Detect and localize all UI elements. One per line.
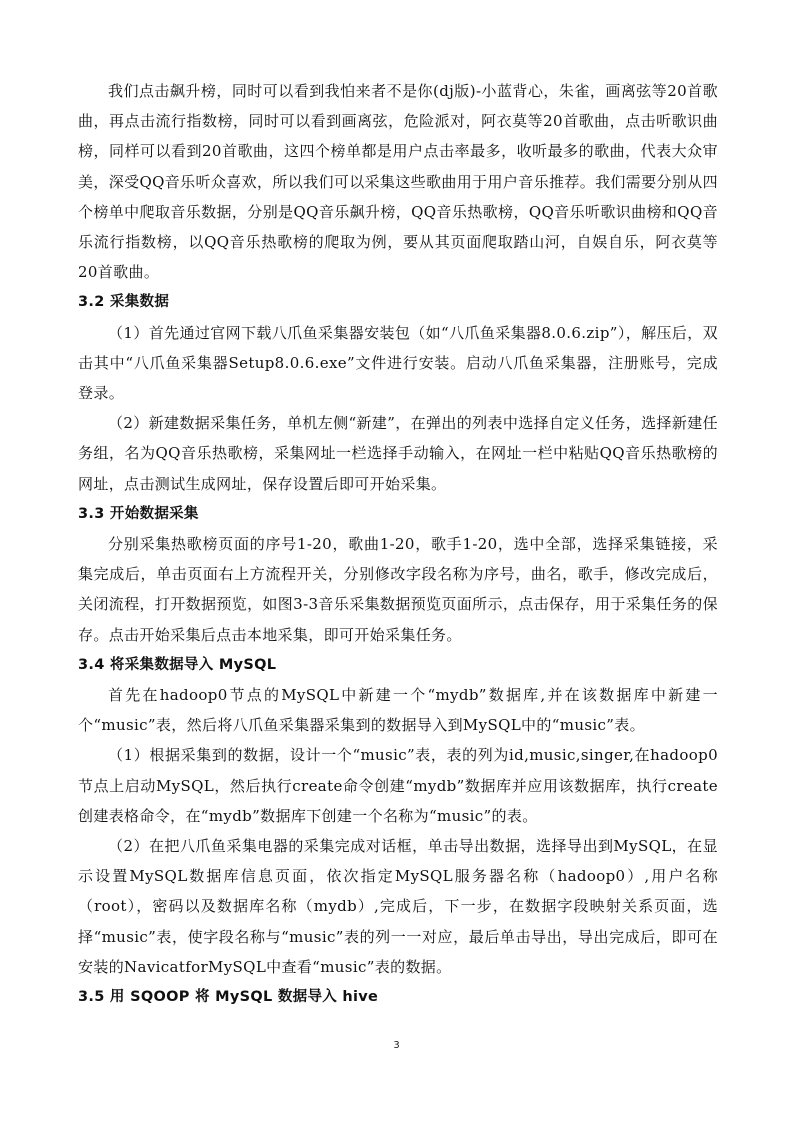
paragraph-new-task: （2）新建数据采集任务，单机左侧“新建”，在弹出的列表中选择自定义任务，选择新建任务组，名为QQ音乐热歌榜，采集网址一栏选择手动输入，在网址一栏中粘贴QQ音乐热歌榜的网址，点击测试生成网址，保存设置后即可开始采集。 — [78, 414, 718, 493]
paragraph-export-data: （2）在把八爪鱼采集电器的采集完成对话框，单击导出数据，选择导出到MySQL，在显示设置MySQL数据库信息页面，依次指定MySQL服务器名称（hadoop0）,用户名称（root），密码以及数据库名称（mydb）,完成后，下一步，在数据字段映射关系页面，选择“music”表，使字段名称与“music”表的列一一对应，最后单击导出，导出完成后，即可在安装的NavicatforMySQL中查看“music”表的数据。 — [78, 837, 718, 976]
paragraph-download-installer: （1）首先通过官网下载八爪鱼采集器安装包（如“八爪鱼采集器8.0.6.zip”），解压后，双击其中“八爪鱼采集器Setup8.0.6.exe”文件进行安装。启动八爪鱼采集器，注册账号，完成登录。 — [78, 323, 718, 403]
document-body — [78, 76, 718, 1012]
page-number: 3 — [393, 1040, 400, 1051]
section-heading-3-5: 3.5 用 SQOOP 将 MySQL 数据导入 hive — [78, 989, 379, 1006]
section-heading-3-3: 3.3 开始数据采集 — [78, 505, 199, 522]
paragraph-start-collection: 分别采集热歌榜页面的序号1-20，歌曲1-20，歌手1-20，选中全部，选择采集链接，采集完成后，单击页面右上方流程开关，分别修改字段名称为序号，曲名，歌手，修改完成后，关闭流程，打开数据预览，如图3-3音乐采集数据预览页面所示，点击保存，用于采集任务的保存。点击开始采集后点击本地采集，即可开始采集任务。 — [78, 535, 718, 644]
paragraph-mysql-intro: 首先在hadoop0节点的MySQL中新建一个“mydb”数据库,并在该数据库中新建一个“music”表，然后将八爪鱼采集器采集到的数据导入到MySQL中的“music”表。 — [78, 686, 718, 735]
paragraph-create-table: （1）根据采集到的数据，设计一个“music”表，表的列为id,music,singer,在hadoop0节点上启动MySQL，然后执行create命令创建“mydb”数据库并应用该数据库，执行create创建表格命令，在“mydb”数据库下创建一个名称为“music”的表。 — [78, 746, 718, 825]
paragraph-chart-intro: 我们点击飙升榜，同时可以看到我怕来者不是你(dj版)-小蓝背心，朱雀，画离弦等20首歌曲，再点击流行指数榜，同时可以看到画离弦，危险派对，阿衣莫等20首歌曲，点击听歌识曲榜，同样可以看到20首歌曲，这四个榜单都是用户点击率最多，收听最多的歌曲，代表大众审美，深受QQ音乐听众喜欢，所以我们可以采集这些歌曲用于用户音乐推荐。我们需要分别从四个榜单中爬取音乐数据，分别是QQ音乐飙升榜，QQ音乐热歌榜，QQ音乐听歌识曲榜和QQ音乐流行指数榜，以QQ音乐热歌榜的爬取为例，要从其页面爬取踏山河，自娱自乐，阿衣莫等20首歌曲。 — [78, 82, 718, 282]
section-heading-3-2: 3.2 采集数据 — [78, 294, 170, 311]
section-heading-3-4: 3.4 将采集数据导入 MySQL — [78, 656, 277, 673]
